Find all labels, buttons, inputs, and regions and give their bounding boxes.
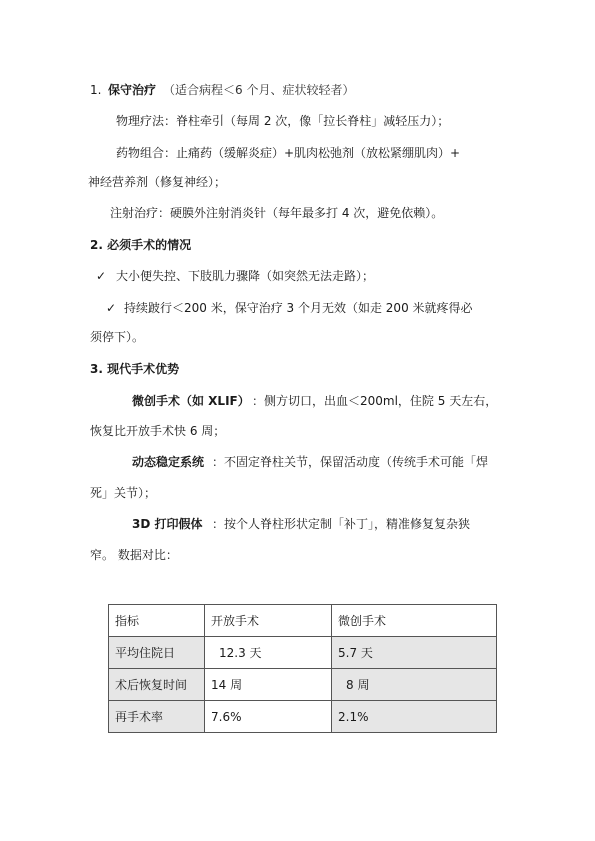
- table-header-row: [109, 605, 497, 637]
- item-text: 神经营养剂（修复神经）；: [88, 175, 227, 189]
- p1-text: ：侧方切口，出血＜200ml，住院 5 天左右，: [252, 394, 498, 408]
- comparison-table: [108, 604, 497, 733]
- item-text: 大小便失控、下肢肌力骤降（如突然无法走路）；: [116, 269, 375, 283]
- p3-text: ：按个人脊柱形状定制「补丁」，精准修复复杂狭: [212, 517, 471, 531]
- table-cell: 2.1%: [332, 701, 497, 733]
- table-header-cell: 微创手术: [332, 605, 497, 637]
- item-text: 药物组合：止痛药（缓解炎症）+肌肉松弛剂（放松紧绷肌肉）+: [116, 146, 461, 160]
- table-cell: 5.7 天: [332, 637, 497, 669]
- table-header-cell: 指标: [109, 605, 205, 637]
- section-1-note: （适合病程＜6 个月、症状较轻者）: [163, 83, 355, 97]
- p3-cont: 窄。 数据对比：: [90, 548, 178, 562]
- p1-cont: 恢复比开放手术快 6 周；: [90, 424, 226, 438]
- p2-cont: 死」关节）；: [90, 486, 157, 500]
- section-2-title: 2. 必须手术的情况: [90, 238, 192, 252]
- table-row: [109, 637, 497, 669]
- item-text: 物理疗法：脊柱牵引（每周 2 次，像「拉长脊柱」减轻压力）；: [116, 114, 450, 128]
- p2-text: ：不固定脊柱关节，保留活动度（传统手术可能「焊: [212, 455, 489, 469]
- table-cell: 12.3 天: [205, 637, 332, 669]
- table-cell: 8 周: [332, 669, 497, 701]
- table-row: [109, 701, 497, 733]
- p2-title: 动态稳定系统: [132, 455, 205, 469]
- p1-title: 微创手术（如 XLIF）: [132, 394, 250, 408]
- table-cell: 平均住院日: [109, 637, 205, 669]
- section-1-number: 1.: [90, 83, 102, 97]
- table-cell: 7.6%: [205, 701, 332, 733]
- item-text: 持续跛行＜200 米，保守治疗 3 个月无效（如走 200 米就疼得必: [124, 301, 473, 315]
- table-cell: 术后恢复时间: [109, 669, 205, 701]
- table-cell: 14 周: [205, 669, 332, 701]
- check-icon: ✓: [106, 301, 117, 315]
- table-cell: 再手术率: [109, 701, 205, 733]
- item-text: 须停下）。: [90, 330, 145, 344]
- p3-title: 3D 打印假体: [132, 517, 203, 531]
- table-header-cell: 开放手术: [205, 605, 332, 637]
- section-1-title: 保守治疗: [108, 83, 157, 97]
- check-icon: ✓: [96, 269, 107, 283]
- table-row: [109, 669, 497, 701]
- item-text: 注射治疗：硬膜外注射消炎针（每年最多打 4 次，避免依赖）。: [110, 206, 444, 220]
- section-3-title: 3. 现代手术优势: [90, 362, 180, 376]
